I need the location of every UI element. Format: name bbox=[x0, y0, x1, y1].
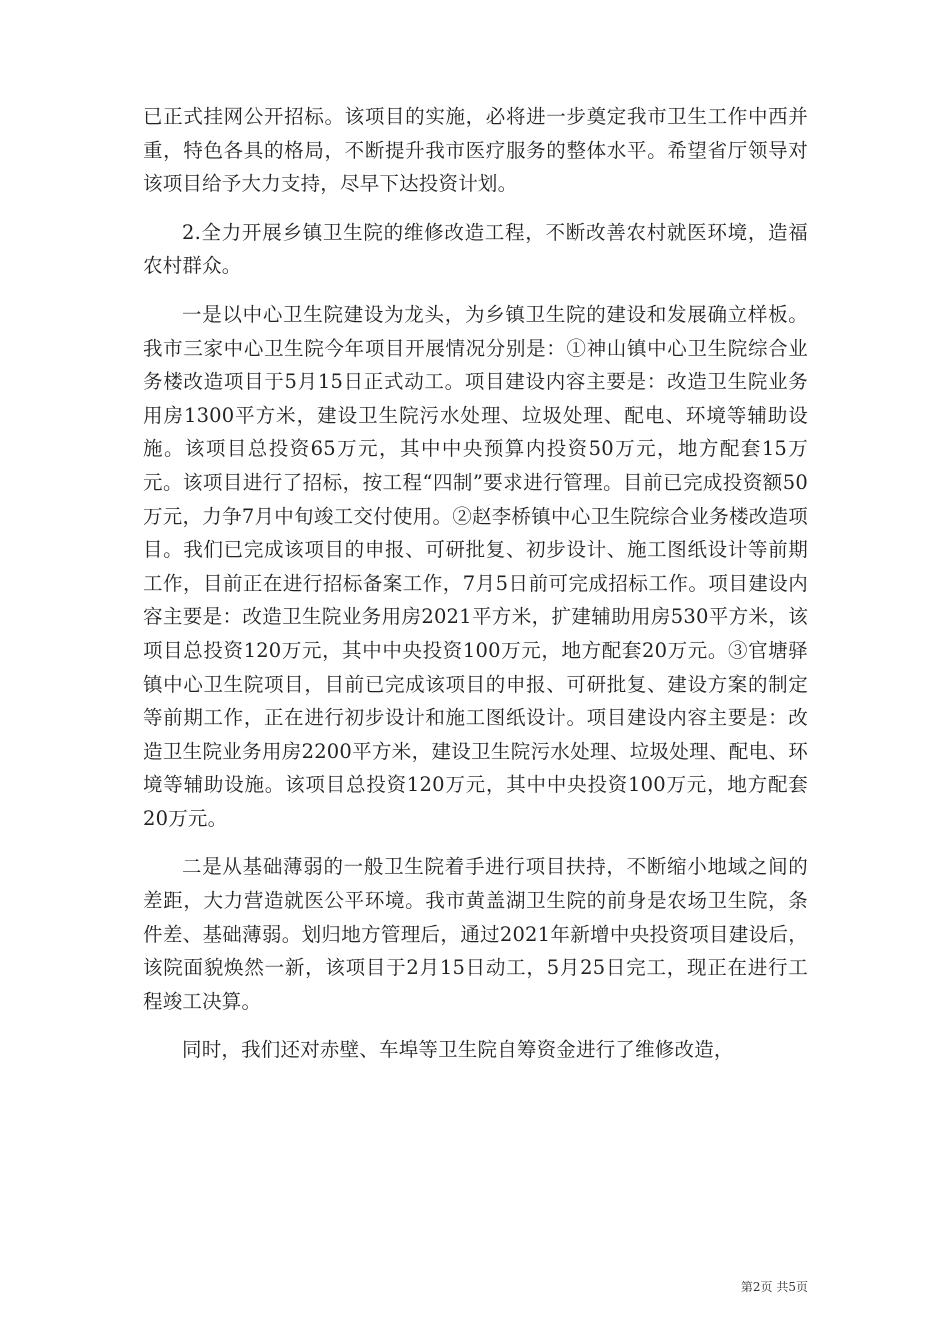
page-number: 第2页 共5页 bbox=[740, 1280, 808, 1294]
paragraph-section-heading: 2.全力开展乡镇卫生院的维修改造工程，不断改善农村就医环境，造福农村群众。 bbox=[143, 220, 808, 278]
document-body bbox=[143, 100, 808, 1082]
paragraph-central-hospitals: 一是以中心卫生院建设为龙头，为乡镇卫生院的建设和发展确立样板。我市三家中心卫生院今年项目开展情况分别是：①神山镇中心卫生院综合业务楼改造项目于5月15日正式动工。项目建设内容主要是：改造卫生院业务用房1300平方米，建设卫生院污水处理、垃圾处理、配电、环境等辅助设施。该项目总投资65万元，其中中央预算内投资50万元，地方配套15万元。该项目进行了招标，按工程“四制”要求进行管理。目前已完成投资额50万元，力争7月中旬竣工交付使用。②赵李桥镇中心卫生院综合业务楼改造项目。我们已完成该项目的申报、可研批复、初步设计、施工图纸设计等前期工作，目前正在进行招标备案工作，7月5日前可完成招标工作。项目建设内容主要是：改造卫生院业务用房2021平方米，扩建辅助用房530平方米，该项目总投资120万元，其中中央投资100万元，地方配套20万元。③官塘驿镇中心卫生院项目，目前已完成该项目的申报、可研批复、建设方案的制定等前期工作，正在进行初步设计和施工图纸设计。项目建设内容主要是：改造卫生院业务用房2200平方米，建设卫生院污水处理、垃圾处理、配电、环境等辅助设施。该项目总投资120万元，其中中央投资100万元，地方配套20万元。 bbox=[143, 302, 808, 830]
paragraph-other-repairs: 同时，我们还对赤壁、车埠等卫生院自筹资金进行了维修改造， bbox=[182, 1038, 734, 1062]
paragraph-continued: 已正式挂网公开招标。该项目的实施，必将进一步奠定我市卫生工作中西并重，特色各具的格局，不断提升我市医疗服务的整体水平。希望省厅领导对该项目给予大力支持，尽早下达投资计划。 bbox=[143, 105, 808, 196]
paragraph-general-hospitals: 二是从基础薄弱的一般卫生院着手进行项目扶持，不断缩小地域之间的差距，大力营造就医公平环境。我市黄盖湖卫生院的前身是农场卫生院，条件差、基础薄弱。划归地方管理后，通过2021年新增中央投资项目建设后，该院面貌焕然一新，该项目于2月15日动工，5月25日完工，现正在进行工程竣工决算。 bbox=[143, 855, 808, 1013]
